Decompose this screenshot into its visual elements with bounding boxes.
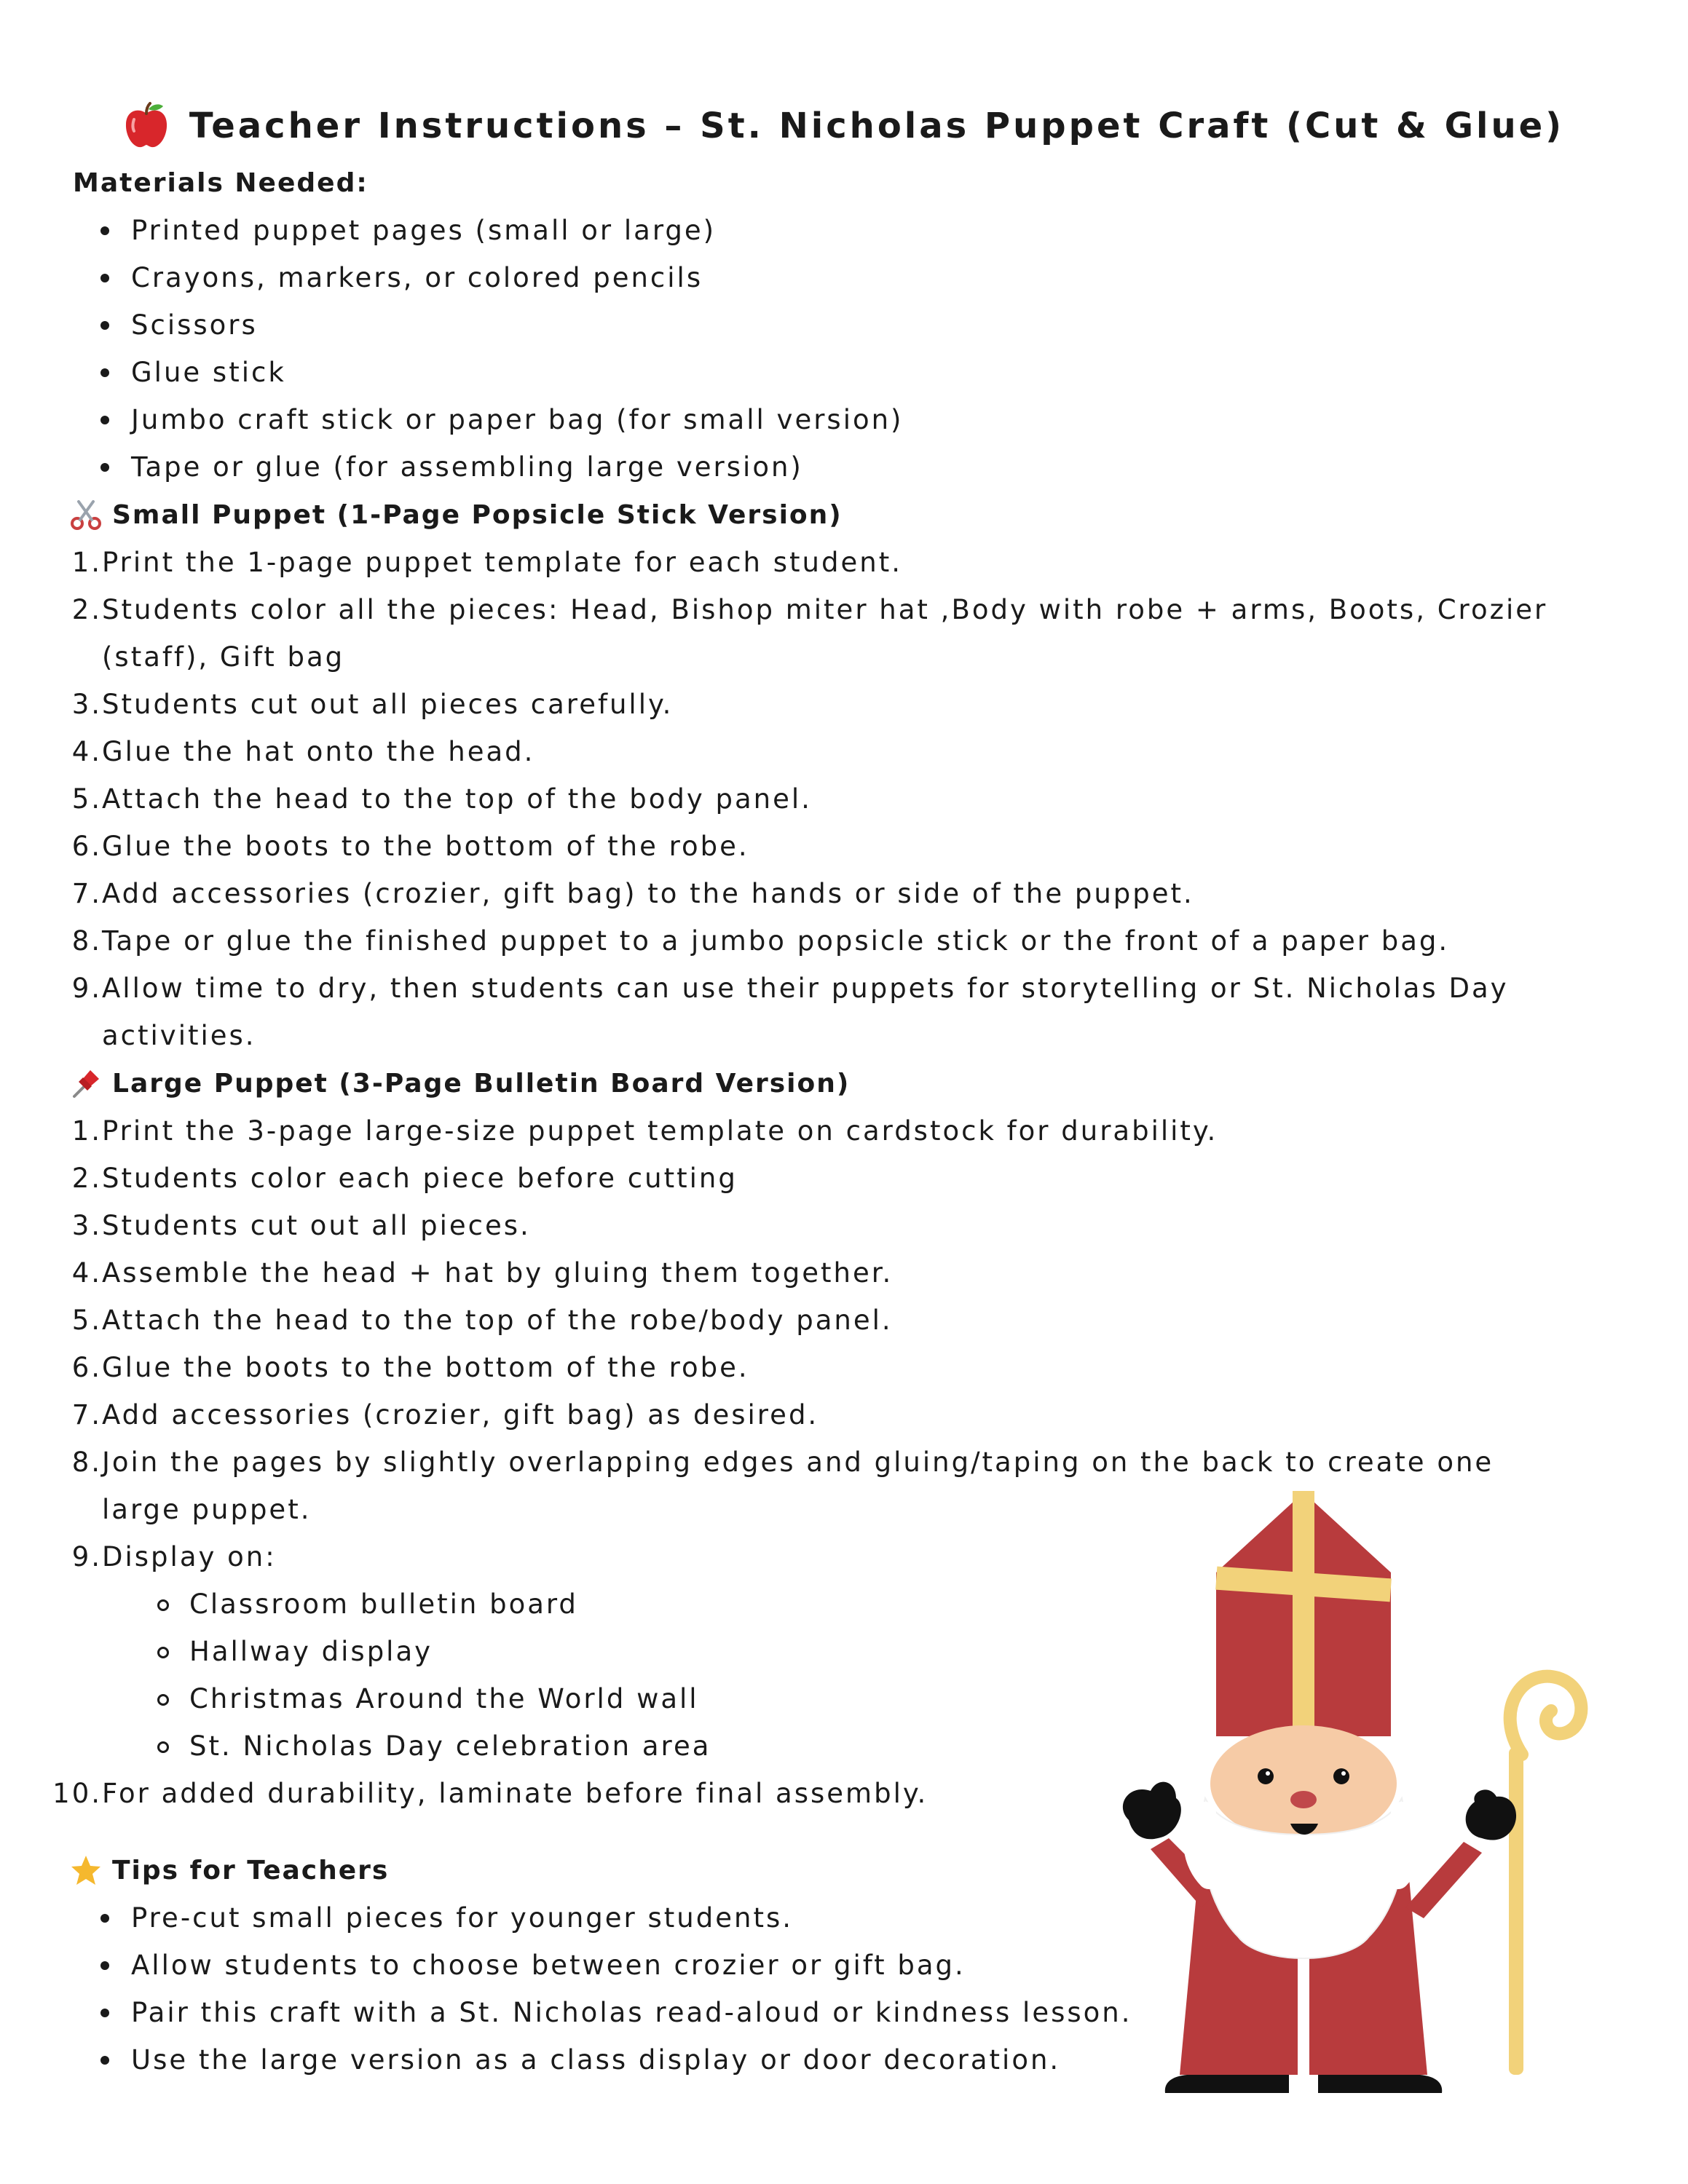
star-icon [70, 1854, 102, 1886]
tips-heading-label: Tips for Teachers [112, 1855, 390, 1886]
apple-icon [124, 102, 169, 150]
pushpin-icon [70, 1067, 102, 1099]
list-item: 4. Glue the hat onto the head. [71, 736, 535, 767]
st-nicholas-illustration [1085, 1471, 1609, 2104]
list-item: Glue stick [73, 349, 1660, 396]
list-item: 9. Allow time to dry, then students can use their puppets for storytelling or St. Nicholas Day activities. [71, 973, 1509, 1051]
list-item: Use the large version as a class display or door decoration. [73, 2036, 1660, 2084]
list-item: 3. Students cut out all pieces carefully. [71, 689, 674, 720]
list-item: Classroom bulletin board [73, 1580, 1660, 1628]
list-item: Pre-cut small pieces for younger students. [73, 1894, 1660, 1942]
materials-heading [73, 159, 1660, 207]
list-item: 6. Glue the boots to the bottom of the robe. [71, 831, 749, 862]
list-item: 6. Glue the boots to the bottom of the robe. [71, 1352, 749, 1383]
list-item: 7. Add accessories (crozier, gift bag) as desired. [71, 1399, 819, 1431]
large-puppet-heading-label: Large Puppet (3-Page Bulletin Board Version) [112, 1068, 851, 1099]
list-item: 1. Print the 1-page puppet template for each student. [71, 547, 902, 578]
right-eye [1333, 1768, 1349, 1784]
list-item: Scissors [73, 301, 1660, 349]
list-item: 9. Display on: [71, 1541, 277, 1572]
list-item: 10. For added durability, laminate before final assembly. [52, 1778, 928, 1809]
list-item: 5. Attach the head to the top of the robe/body panel. [71, 1305, 893, 1336]
page-title: Teacher Instructions – St. Nicholas Puppet Craft (Cut & Glue) [189, 106, 1565, 146]
list-item: Printed puppet pages (small or large) [73, 207, 1660, 254]
list-item: 1. Print the 3-page large-size puppet template on cardstock for durability. [71, 1115, 1218, 1147]
small-puppet-steps [44, 539, 1660, 1059]
list-item: 8. Join the pages by slightly overlapping edges and gluing/taping on the back to create one large puppet. [71, 1447, 1494, 1525]
list-item: Jumbo craft stick or paper bag (for small version) [73, 396, 1660, 443]
list-item: Allow students to choose between crozier or gift bag. [73, 1942, 1660, 1989]
mitre-hat [1215, 1491, 1392, 1738]
list-item: Christmas Around the World wall [73, 1675, 1660, 1722]
list-item: 4. Assemble the head + hat by gluing them together. [71, 1257, 894, 1289]
left-eye [1258, 1768, 1274, 1784]
small-puppet-heading [70, 491, 1660, 539]
materials-list [73, 207, 1660, 491]
left-mitten [1123, 1782, 1181, 1840]
large-puppet-heading [70, 1059, 1660, 1107]
list-item: Pair this craft with a St. Nicholas read-aloud or kindness lesson. [73, 1989, 1660, 2036]
title-row [0, 93, 1688, 159]
list-item: 3. Students cut out all pieces. [71, 1210, 531, 1241]
list-item: 8. Tape or glue the finished puppet to a jumbo popsicle stick or the front of a paper bag. [71, 925, 1450, 957]
nose [1290, 1791, 1317, 1808]
list-item: Hallway display [73, 1628, 1660, 1675]
list-item: 2. Students color each piece before cutting [71, 1163, 738, 1194]
scissors-icon [70, 499, 102, 531]
list-item: 5. Attach the head to the top of the body panel. [71, 783, 812, 815]
list-item: 2. Students color all the pieces: Head, Bishop miter hat ,Body with robe + arms, Boots, Crozier (staff), Gift bag [71, 594, 1548, 673]
list-item: St. Nicholas Day celebration area [73, 1722, 1660, 1770]
crozier-staff [1509, 1677, 1581, 2075]
right-boot [1318, 2075, 1442, 2093]
list-item: Crayons, markers, or colored pencils [73, 254, 1660, 301]
materials-heading-label: Materials Needed: [73, 167, 368, 198]
list-item: 7. Add accessories (crozier, gift bag) to the hands or side of the puppet. [71, 878, 1194, 909]
list-item: Tape or glue (for assembling large version) [73, 443, 1660, 491]
left-boot [1165, 2075, 1289, 2093]
small-puppet-heading-label: Small Puppet (1-Page Popsicle Stick Version) [112, 499, 843, 530]
right-mitten [1466, 1789, 1516, 1840]
